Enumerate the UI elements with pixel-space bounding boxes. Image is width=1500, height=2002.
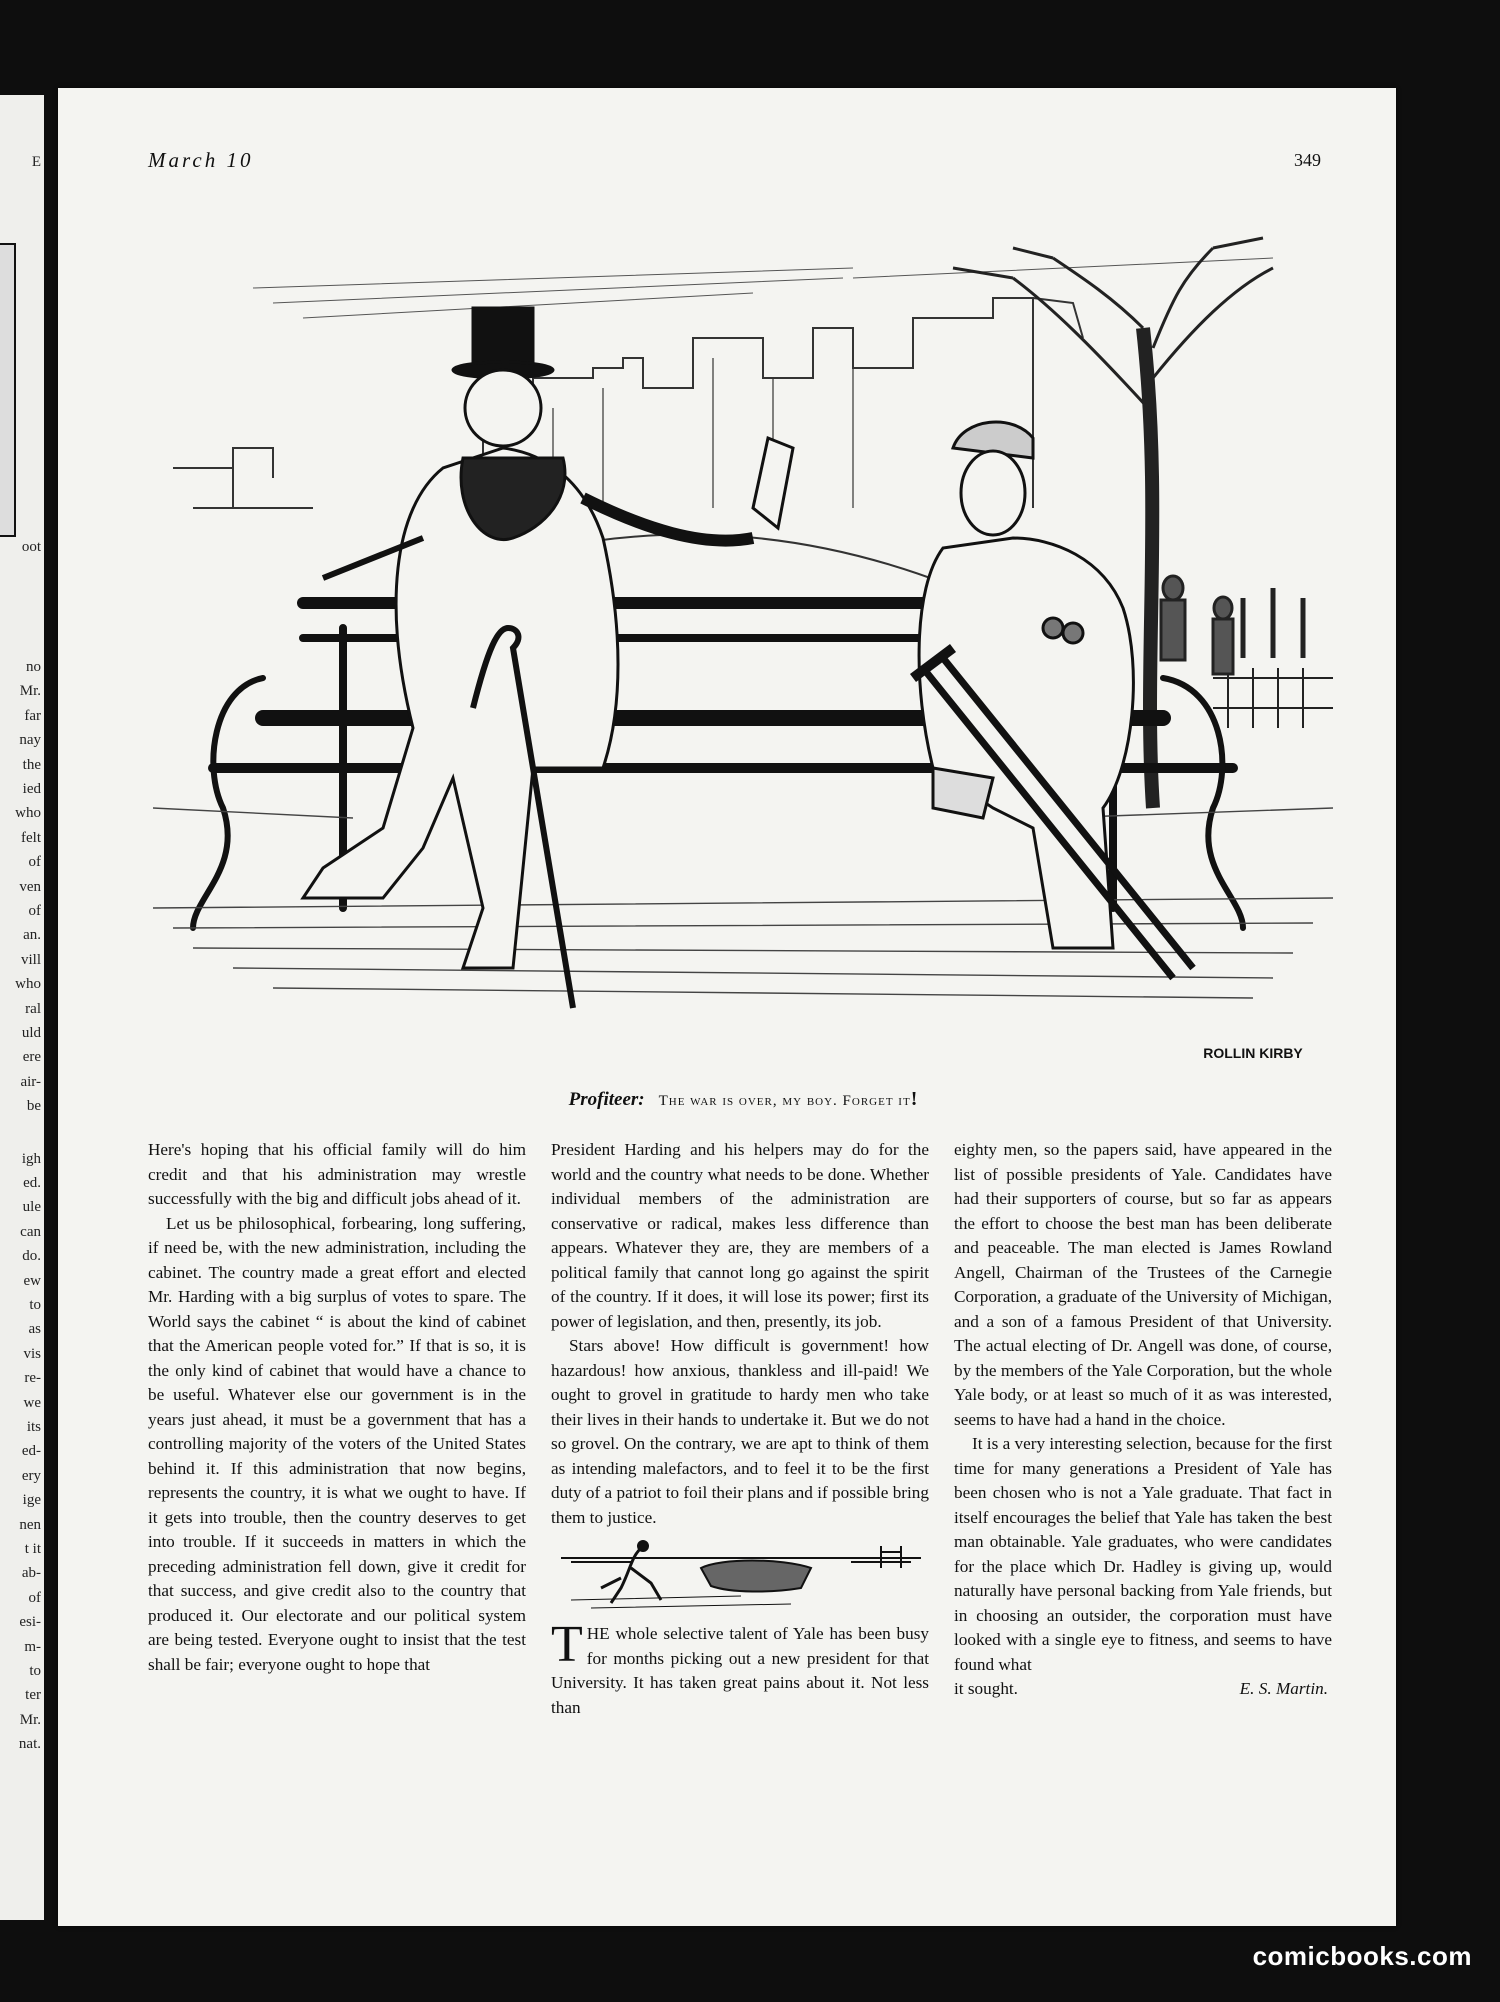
left-page-text-fragment: ew	[23, 1272, 41, 1289]
last-line: it sought.	[954, 1679, 1018, 1698]
left-page-text-fragment: uld	[21, 1025, 41, 1041]
left-page-text-fragment: t it	[24, 1541, 41, 1557]
yale-paragraph	[551, 1616, 929, 1720]
left-page-text-fragment: we	[23, 1394, 41, 1411]
left-page-text-fragment: ed-	[21, 1443, 41, 1460]
left-page-text-fragment: Mr.	[19, 683, 41, 700]
left-page-text-fragment: of	[28, 903, 41, 919]
left-page-text-fragment: igh	[21, 1150, 41, 1167]
artist-signature: ROLLIN KIRBY	[1203, 1045, 1303, 1061]
left-page-text-fragment: nay	[19, 732, 41, 749]
left-page-text-fragment: as	[28, 1321, 41, 1338]
left-page-text-fragment: ere	[22, 1049, 41, 1066]
left-page-text-fragment: far	[24, 707, 41, 724]
paragraph-text: HE whole selective talent of Yale has been busy for months picking out a new president for that University. It has taken great pains about it. Not less than	[551, 1624, 929, 1717]
left-page-text-fragment: the	[22, 756, 41, 773]
left-page-text-fragment: m-	[24, 1638, 41, 1655]
paragraph: Stars above! How difficult is government! how hazardous! how anxious, thankless and ill-paid! We ought to grovel in gratitude to hardy men who take their lives in their hands to undertake it. But we do not so grovel. On the contrary, we are apt to think of them as intending malefactors, and to feel it to be the first duty of a patriot to foil their plans and if possible bring them to justice.	[551, 1336, 929, 1527]
left-page-text-fragment: an.	[23, 927, 41, 944]
paragraph: eighty men, so the papers said, have appeared in the list of possible presidents of Yale. Candidates have had their supporters of course, but so far as appears the effort to choose the best man has been deliberate and peaceable. The man elected is James Rowland Angell, Chairman of the Trustees of the Carnegie Corporation, a graduate of the University of Michigan, and a son of a famous President of that University. The actual electing of Dr. Angell was done, of course, by the members of the Yale Corporation, but the whole Yale body, or at least so much of it as was interested, seems to have had a hand in the choice.	[954, 1140, 1332, 1429]
left-page-text-fragment: of	[28, 854, 41, 871]
caption-exclamation: !	[910, 1088, 918, 1110]
left-page-text-fragment: air-	[20, 1073, 41, 1090]
paragraph: Let us be philosophical, forbearing, long suffering, if need be, with the new administration, including the cabinet. The country made a great effort and elected Mr. Harding with a big surplus of votes to spare. The World says the cabinet “ is about the kind of cabinet that the American people voted for.” If that is so, it is the only kind of cabinet that would have a chance to be useful. Whatever else our government is in the years just ahead, it must be a government that has a controlling majority of the voters of the United States behind it. If this administration that now begins, represents the country, it is what we ought to have. If it gets into trouble, then the country deserves to get into trouble. If it succeeds in matters in which the preceding administration fell down, give it credit for that success, and give credit also to the country that produced it. Our electorate and our political system are being tested. Everyone ought to insist that the test shall be fair; everyone ought to hope that	[148, 1213, 526, 1674]
left-page-text-fragment: ven	[19, 878, 41, 895]
text-column-1	[148, 1138, 526, 1677]
signature-line	[954, 1677, 1332, 1702]
left-page-text-fragment: of	[28, 1589, 41, 1606]
left-page-text-fragment: ige	[22, 1492, 41, 1509]
left-page-text-fragment: ied	[22, 781, 41, 797]
page-number: 349	[1294, 150, 1321, 170]
left-page-text-fragment: do.	[22, 1248, 41, 1265]
left-page-text-fragment: oot	[21, 539, 41, 555]
left-page-text-fragment: nen	[19, 1516, 41, 1533]
caption-quote: The war is over, my boy. Forget it	[658, 1093, 911, 1109]
caption-speaker: Profiteer:	[568, 1089, 645, 1110]
left-page-text-fragment: be	[26, 1098, 41, 1115]
left-page-text-fragment: ab-	[21, 1565, 41, 1582]
left-page-text-fragment: no	[26, 659, 41, 675]
author-signature: E. S. Martin.	[1239, 1679, 1328, 1698]
left-page-text-fragment: re-	[24, 1370, 41, 1387]
left-page-text-fragment: ed.	[23, 1175, 41, 1191]
watermark: comicbooks.com	[1252, 1941, 1472, 1971]
left-page-text-fragment: ery	[21, 1467, 41, 1484]
left-page-text-fragment: who	[15, 976, 41, 993]
drop-cap: T	[551, 1616, 583, 1673]
left-page-text-fragment: felt	[21, 829, 41, 846]
running-head: March 10	[148, 148, 254, 172]
text-column-3	[954, 1138, 1332, 1702]
paragraph: President Harding and his helpers may do for the world and the country what needs to be done. Whether individual members of the administration are conservative or radical, makes less difference than appears. Whatever they are, they are members of a political family that cannot long go against the spirit of the country. If it does, it will lose its power; first its power of legislation, and then, presently, its job.	[551, 1140, 929, 1331]
left-page-text-fragment: esi-	[19, 1614, 41, 1631]
left-page-text-fragment: nat.	[18, 1736, 41, 1753]
left-page-edge	[0, 95, 44, 1920]
left-page-text-fragment: Mr.	[19, 1711, 41, 1728]
left-page-text-fragment: vis	[23, 1345, 41, 1362]
left-page-illustration-fragment	[0, 243, 16, 537]
left-page-text-fragment: to	[29, 1663, 41, 1679]
left-page-text-fragment: ral	[25, 1000, 41, 1017]
left-page-text-fragment: E	[31, 154, 41, 170]
left-page-text-fragment: ter	[25, 1687, 41, 1704]
paragraph: Here's hoping that his official family will do him credit and that his administration may wrestle successfully with the big and difficult jobs ahead of it.	[148, 1140, 526, 1208]
left-page-text-fragment: to	[29, 1297, 41, 1313]
left-page-text-fragment: can	[20, 1223, 41, 1240]
left-page-text-fragment: vill	[20, 951, 41, 968]
left-page-text-fragment: its	[26, 1419, 41, 1435]
cartoon-illustration	[153, 208, 1333, 1088]
left-page-text-fragment: who	[15, 805, 41, 822]
paragraph: It is a very interesting selection, because for the first time for many generations a President of Yale has been chosen who is not a Yale graduate. That fact in itself encourages the belief that Yale has taken the best man obtainable. Yale graduates, who were candidates for the place which Dr. Hadley is giving up, would naturally have personal backing from Yale friends, but in choosing an outsider, the corporation must have looked with a single eye to fitness, and seems to have found what	[954, 1434, 1332, 1674]
text-column-2	[551, 1138, 929, 1720]
magazine-page	[58, 88, 1396, 1926]
football-vignette-illustration	[551, 1538, 929, 1616]
left-page-text-fragment: ule	[22, 1199, 41, 1216]
illustration-caption	[153, 1088, 1333, 1111]
